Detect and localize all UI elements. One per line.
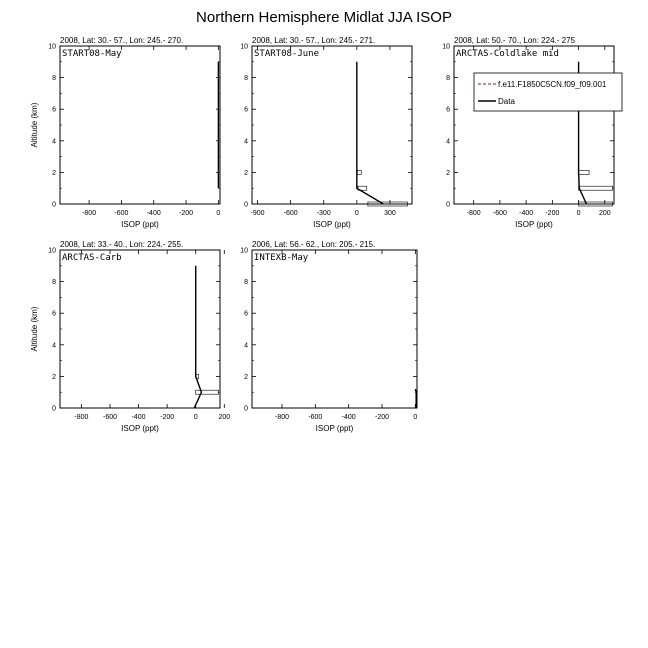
x-tick-label: 0 — [216, 210, 221, 217]
figure-title: Northern Hemisphere Midlat JJA ISOP — [196, 9, 452, 26]
y-tick-label: 2 — [244, 169, 248, 177]
x-tick-label: -200 — [545, 210, 560, 217]
panel-4 — [30, 240, 230, 433]
x-tick-label: -600 — [102, 414, 118, 421]
series-line-data — [194, 266, 201, 408]
legend-label: Data — [498, 97, 515, 106]
x-tick-label: 0 — [413, 414, 418, 421]
x-axis-label: ISOP (ppt) — [515, 220, 553, 229]
x-tick-label: -200 — [374, 414, 390, 421]
y-tick-label: 4 — [52, 342, 56, 350]
legend-label: f.e11.F1850C5CN.f09_f09.001 — [498, 80, 607, 89]
x-tick-label: -800 — [82, 210, 97, 217]
legend — [474, 73, 622, 111]
x-tick-label: 0 — [193, 414, 198, 421]
panel-5 — [240, 240, 417, 433]
panel-subtitle: 2008, Lat: 30.- 57., Lon: 245.- 271. — [252, 36, 376, 45]
x-axis-label: ISOP (ppt) — [313, 220, 351, 229]
x-tick-label: -600 — [114, 210, 129, 217]
x-tick-label: -800 — [274, 414, 290, 421]
range-box — [196, 390, 219, 394]
y-axis-label: Altitude (km) — [30, 102, 39, 148]
x-tick-label: 200 — [218, 414, 231, 421]
y-tick-label: 4 — [244, 342, 248, 350]
x-tick-label: -800 — [74, 414, 89, 421]
y-axis-label: Altitude (km) — [30, 306, 39, 352]
y-tick-label: 4 — [446, 138, 450, 146]
y-tick-label: 2 — [446, 169, 450, 177]
y-tick-label: 4 — [52, 138, 56, 146]
range-box — [357, 170, 361, 174]
x-tick-label: -600 — [283, 210, 298, 217]
y-tick-label: 0 — [52, 201, 56, 209]
y-tick-label: 10 — [442, 43, 450, 51]
x-tick-label: -400 — [519, 210, 534, 217]
y-tick-label: 2 — [52, 373, 56, 381]
panel-title: ARCTAS-Carb — [62, 253, 122, 263]
x-tick-label: -400 — [131, 414, 146, 421]
y-tick-label: 8 — [244, 75, 248, 83]
y-tick-label: 6 — [52, 310, 56, 318]
y-tick-label: 8 — [446, 75, 450, 83]
x-tick-label: -200 — [160, 414, 175, 421]
panel-title: ARCTAS-Coldlake mid — [456, 49, 559, 59]
x-tick-label: 0 — [354, 210, 359, 217]
y-tick-label: 2 — [244, 373, 248, 381]
panel-title: START08-June — [254, 49, 320, 59]
y-tick-label: 0 — [446, 201, 450, 209]
x-axis-label: ISOP (ppt) — [121, 424, 159, 433]
y-tick-label: 2 — [52, 169, 56, 177]
panel-title: START08-May — [62, 49, 122, 59]
plot-frame — [252, 46, 412, 204]
y-tick-label: 10 — [48, 43, 56, 51]
plot-frame — [454, 46, 614, 204]
legend-box — [474, 73, 622, 111]
x-tick-label: -800 — [466, 210, 481, 217]
x-axis-label: ISOP (ppt) — [315, 424, 354, 433]
x-tick-label: -600 — [492, 210, 507, 217]
panel-3 — [442, 36, 622, 229]
panel-subtitle: 2008, Lat: 50.- 70., Lon: 224.- 275 — [454, 36, 575, 45]
y-tick-label: 8 — [52, 279, 56, 287]
y-tick-label: 8 — [52, 75, 56, 83]
x-tick-label: -900 — [250, 210, 265, 217]
x-tick-label: -400 — [341, 414, 356, 421]
y-tick-label: 10 — [240, 247, 248, 255]
x-tick-label: -400 — [146, 210, 161, 217]
y-tick-label: 0 — [244, 201, 248, 209]
panel-subtitle: 2008, Lat: 33.- 40., Lon: 224.- 255. — [60, 240, 184, 249]
x-tick-label: -200 — [179, 210, 194, 217]
plot-frame — [252, 250, 417, 408]
x-tick-label: 300 — [384, 210, 396, 217]
y-tick-label: 0 — [52, 405, 56, 413]
panel-title: INTEXB-May — [254, 253, 309, 263]
x-tick-label: 0 — [576, 210, 581, 217]
plot-frame — [60, 46, 220, 204]
y-tick-label: 6 — [244, 106, 248, 114]
panel-subtitle: 2008, Lat: 30.- 57., Lon: 245.- 270. — [60, 36, 184, 45]
range-box — [579, 186, 613, 190]
panel-2 — [240, 36, 412, 229]
panel-1 — [30, 36, 220, 229]
y-tick-label: 8 — [244, 279, 248, 287]
y-tick-label: 6 — [244, 310, 248, 318]
series-line-data — [357, 62, 383, 204]
x-tick-label: -600 — [308, 414, 323, 421]
y-tick-label: 6 — [446, 106, 450, 114]
x-tick-label: -300 — [316, 210, 331, 217]
y-tick-label: 0 — [244, 405, 248, 413]
x-axis-label: ISOP (ppt) — [121, 220, 159, 229]
x-tick-label: 200 — [598, 210, 611, 217]
y-tick-label: 6 — [52, 106, 56, 114]
range-box — [579, 170, 589, 174]
y-tick-label: 10 — [240, 43, 248, 51]
y-tick-label: 10 — [48, 247, 56, 255]
y-tick-label: 4 — [244, 138, 248, 146]
panel-subtitle: 2006, Lat: 56.- 62., Lon: 205.- 215. — [252, 240, 376, 249]
